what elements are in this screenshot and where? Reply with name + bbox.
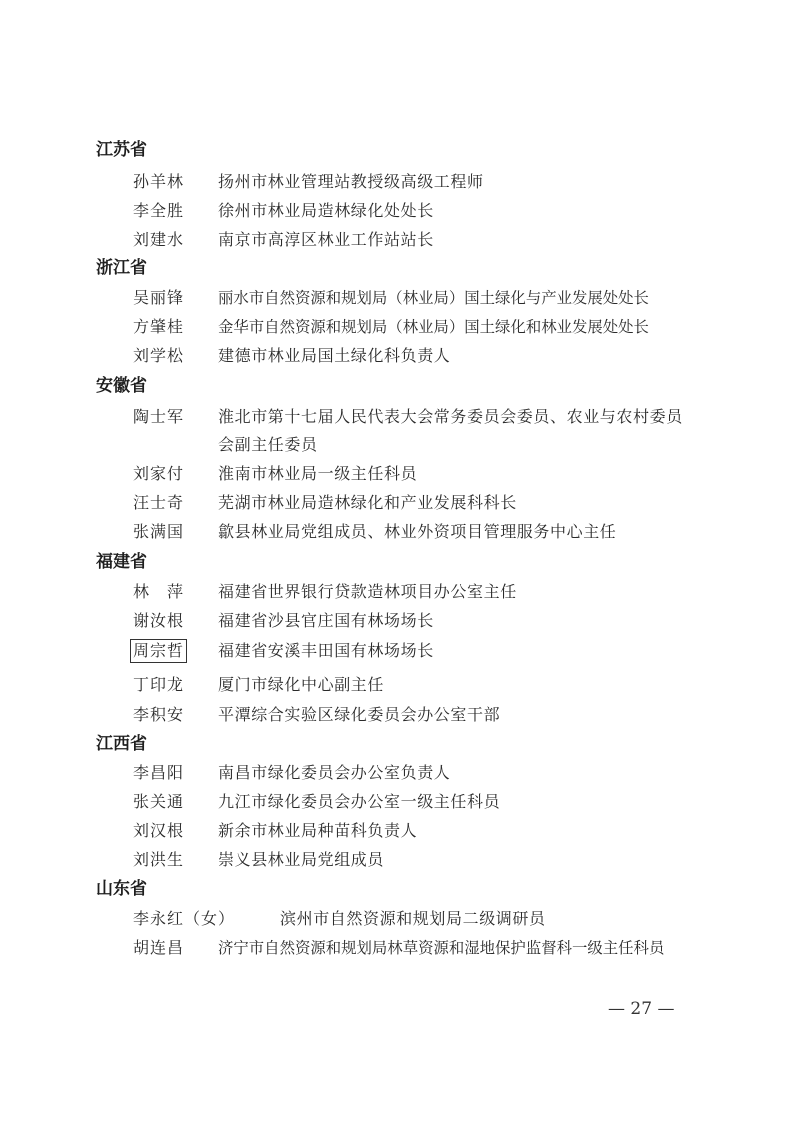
person-title: 芜湖市林业局造林绿化和产业发展科科长 (218, 493, 517, 512)
person-title: 滨州市自然资源和规划局二级调研员 (280, 909, 546, 928)
person-title: 福建省沙县官庄国有林场场长 (218, 611, 434, 630)
person-title: 南昌市绿化委员会办公室负责人 (218, 763, 451, 782)
province-heading: 江苏省 (96, 140, 147, 160)
person-name: 林 萍 (133, 582, 185, 601)
person-name: 孙羊林 (133, 172, 185, 191)
person-name: 刘学松 (133, 346, 185, 365)
province-heading: 浙江省 (96, 258, 147, 278)
person-title: 扬州市林业管理站教授级高级工程师 (218, 172, 484, 191)
person-name: 谢汝根 (133, 611, 185, 630)
person-title: 崇义县林业局党组成员 (218, 850, 385, 869)
person-name: 胡连昌 (133, 938, 185, 957)
person-name: 刘汉根 (133, 821, 185, 840)
person-title: 厦门市绿化中心副主任 (218, 675, 385, 694)
person-name: 吴丽锋 (133, 288, 185, 307)
person-title: 平潭综合实验区绿化委员会办公室干部 (218, 705, 501, 724)
person-title: 福建省世界银行贷款造林项目办公室主任 (218, 582, 517, 601)
person-name: 李全胜 (133, 201, 185, 220)
person-name: 李积安 (133, 705, 185, 724)
person-title: 福建省安溪丰田国有林场场长 (218, 641, 434, 660)
person-title: 九江市绿化委员会办公室一级主任科员 (218, 792, 501, 811)
person-name-boxed: 周宗哲 (130, 639, 187, 663)
province-heading: 山东省 (96, 879, 147, 899)
person-title: 新余市林业局种苗科负责人 (218, 821, 418, 840)
person-name: 张满国 (133, 522, 185, 541)
person-name: 陶士军 (133, 407, 185, 426)
person-title: 丽水市自然资源和规划局（林业局）国土绿化与产业发展处处长 (218, 289, 649, 307)
person-name: 汪士奇 (133, 493, 185, 512)
province-heading: 安徽省 (96, 376, 147, 396)
person-name: 刘建水 (133, 230, 185, 249)
person-title: 歙县林业局党组成员、林业外资项目管理服务中心主任 (218, 522, 617, 541)
person-name: 张关通 (133, 792, 185, 811)
page-number: — 27 — (608, 999, 675, 1019)
person-name: 方肇桂 (133, 317, 185, 336)
person-name: 李昌阳 (133, 763, 185, 782)
person-name: 刘洪生 (133, 850, 185, 869)
province-heading: 福建省 (96, 552, 147, 572)
person-name: 李永红（女） (133, 909, 236, 928)
person-title: 金华市自然资源和规划局（林业局）国土绿化和林业发展处处长 (218, 318, 649, 336)
person-title: 淮北市第十七届人民代表大会常务委员会委员、农业与农村委员会副主任委员 (218, 407, 683, 454)
province-heading: 江西省 (96, 734, 147, 754)
person-name: 丁印龙 (133, 675, 185, 694)
person-title: 淮南市林业局一级主任科员 (218, 464, 418, 483)
person-title: 南京市高淳区林业工作站站长 (218, 230, 434, 249)
person-title: 济宁市自然资源和规划局林草资源和湿地保护监督科一级主任科员 (218, 939, 665, 957)
person-name: 刘家付 (133, 464, 185, 483)
person-title: 建德市林业局国土绿化科负责人 (218, 346, 451, 365)
person-title: 徐州市林业局造林绿化处处长 (218, 201, 434, 220)
